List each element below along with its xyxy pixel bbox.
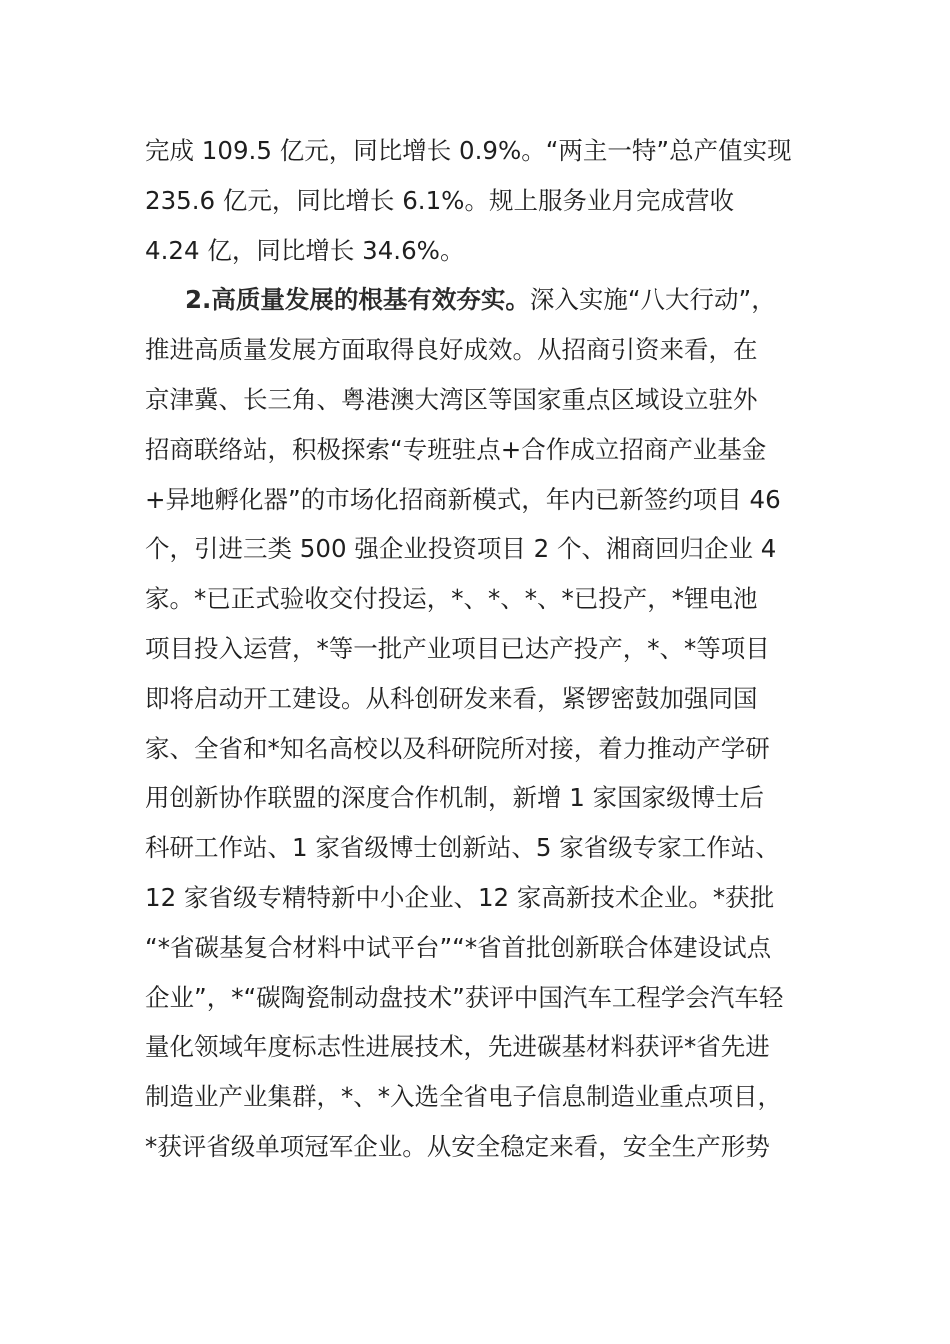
text-line: 企业”，*“碳陶瓷制动盘技术”获评中国汽车工程学会汽车轻 bbox=[145, 982, 784, 1012]
text-line: 京津冀、长三角、粤港澳大湾区等国家重点区域设立驻外 bbox=[145, 384, 758, 414]
text-line: 即将启动开工建设。从科创研发来看，紧锣密鼓加强同国 bbox=[145, 683, 758, 713]
section-heading-continuation: 深入实施“八大行动”， bbox=[529, 285, 776, 315]
text-line: +异地孵化器”的市场化招商新模式，年内已新签约项目 46 bbox=[145, 484, 781, 514]
text-line: 推进高质量发展方面取得良好成效。从招商引资来看，在 bbox=[145, 335, 758, 365]
text-line: 4.24 亿，同比增长 34.6%。 bbox=[145, 235, 465, 265]
document-body bbox=[145, 126, 810, 1172]
section-heading-line bbox=[145, 275, 810, 325]
text-line: 家、全省和*知名高校以及科研院所对接，着力推动产学研 bbox=[145, 733, 770, 763]
text-line: 制造业产业集群，*、*入选全省电子信息制造业重点项目， bbox=[145, 1082, 782, 1112]
text-line: 12 家省级专精特新中小企业、12 家高新技术企业。*获批 bbox=[145, 882, 775, 912]
text-line: 个，引进三类 500 强企业投资项目 2 个、湘商回归企业 4 bbox=[145, 534, 777, 564]
text-line: 用创新协作联盟的深度合作机制，新增 1 家国家级博士后 bbox=[145, 783, 765, 813]
section-heading: 2.高质量发展的根基有效夯实。 bbox=[185, 285, 530, 315]
text-line: *获评省级单项冠军企业。从安全稳定来看，安全生产形势 bbox=[145, 1131, 770, 1161]
text-line: 招商联络站，积极探索“专班驻点+合作成立招商产业基金 bbox=[145, 434, 767, 464]
text-line: 项目投入运营，*等一批产业项目已达产投产，*、*等项目 bbox=[145, 633, 770, 663]
text-line: 家。*已正式验收交付投运，*、*、*、*已投产，*锂电池 bbox=[145, 584, 758, 614]
text-line: 235.6 亿元，同比增长 6.1%。规上服务业月完成营收 bbox=[145, 185, 734, 215]
text-line: 量化领域年度标志性进展技术，先进碳基材料获评*省先进 bbox=[145, 1032, 770, 1062]
text-line: “*省碳基复合材料中试平台”“*省首批创新联合体建设试点 bbox=[145, 932, 772, 962]
text-line: 完成 109.5 亿元，同比增长 0.9%。“两主一特”总产值实现 bbox=[145, 136, 792, 165]
text-line: 科研工作站、1 家省级博士创新站、5 家省级专家工作站、 bbox=[145, 833, 780, 863]
